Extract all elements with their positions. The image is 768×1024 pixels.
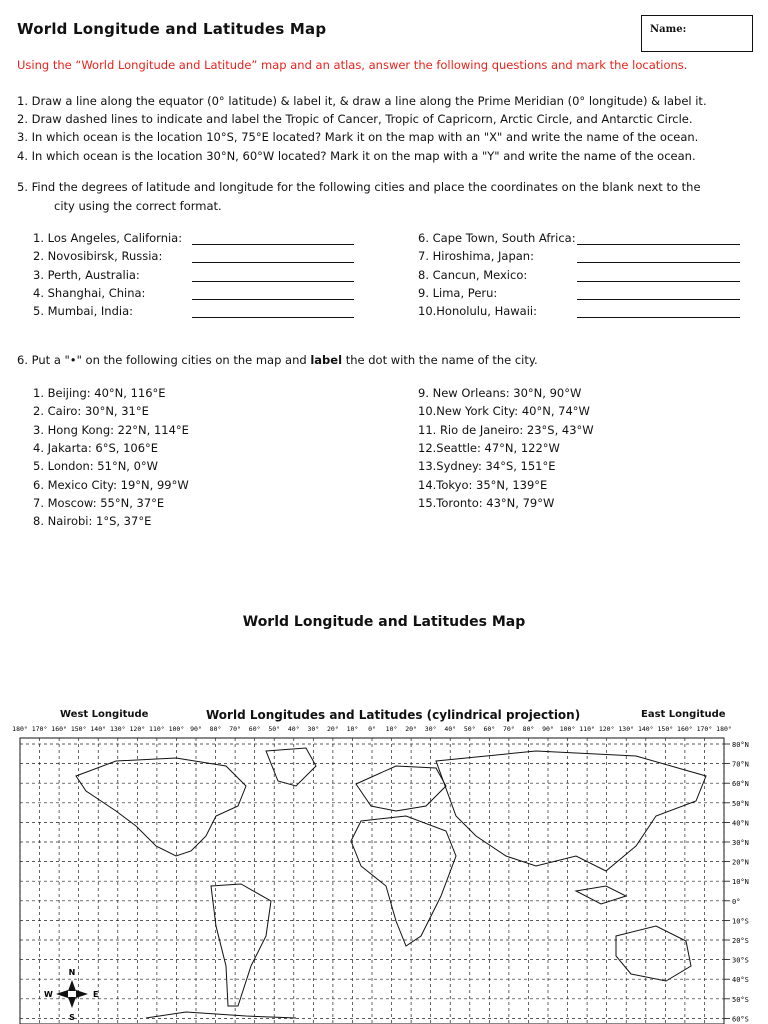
q5-right-answer-blank[interactable]	[577, 281, 740, 282]
q5-left-item: 3. Perth, Australia:	[33, 267, 140, 282]
longitude-tick: 160°	[677, 725, 693, 733]
q5-left-answer-blank[interactable]	[192, 262, 354, 263]
latitude-tick: 20°S	[732, 937, 749, 945]
q5-right-item: 10.Honolulu, Hawaii:	[418, 304, 537, 319]
latitude-tick: 50°S	[732, 995, 749, 1004]
longitude-tick: 170°	[31, 725, 48, 733]
q5-right-item: 7. Hiroshima, Japan:	[418, 249, 534, 264]
q6-left-item: 1. Beijing: 40°N, 116°E	[33, 386, 166, 400]
question-5-cont: city using the correct format.	[54, 199, 222, 213]
longitude-tick: 70°	[503, 725, 515, 733]
question-6	[17, 353, 538, 367]
longitude-tick: 10°	[385, 725, 398, 733]
longitude-tick: 40°	[444, 725, 457, 733]
longitude-tick: 170°	[696, 725, 713, 733]
q6-left-item: 2. Cairo: 30°N, 31°E	[33, 404, 149, 419]
q5-left-item: 1. Los Angeles, California:	[33, 231, 183, 245]
q6-bold: label	[310, 353, 343, 367]
longitude-tick: 40°	[287, 725, 300, 733]
q6-left-item: 7. Moscow: 55°N, 37°E	[33, 495, 165, 510]
east-longitude-label: East Longitude	[641, 709, 726, 720]
q6-left-item: 8. Nairobi: 1°S, 37°E	[33, 514, 152, 529]
q5-right-answer-blank[interactable]	[577, 262, 740, 263]
longitude-tick: 60°	[483, 725, 496, 733]
europe-outline	[356, 766, 446, 811]
q5-left-answer-blank[interactable]	[192, 244, 354, 245]
compass-east-arrow	[76, 990, 88, 998]
longitude-tick: 50°	[463, 725, 476, 733]
longitude-tick: 120°	[598, 725, 615, 733]
longitude-tick: 90°	[542, 725, 554, 733]
south-america-outline	[211, 884, 271, 1006]
q5-left-answer-blank[interactable]	[192, 317, 354, 318]
q5-right-answer-blank[interactable]	[577, 244, 740, 245]
question-1: 1. Draw a line along the equator (0° latitude) & label it, & draw a line along the Prime Meridian (0° longitude) & label it.	[17, 94, 707, 108]
compass-west-arrow	[56, 990, 68, 998]
latitude-tick: 60°S	[732, 1015, 749, 1024]
longitude-tick: 80°	[522, 725, 535, 733]
latitude-tick: 40°N	[732, 819, 749, 828]
indonesia-outline	[576, 886, 626, 904]
longitude-tick: 90°	[190, 725, 202, 733]
q6-suffix: the dot with the name of the city.	[342, 353, 538, 367]
longitude-tick: 30°	[307, 725, 320, 733]
greenland-outline	[266, 748, 316, 786]
latitude-tick: 20°N	[732, 858, 749, 867]
latitude-tick: 10°N	[732, 878, 749, 887]
q5-right-item: 9. Lima, Peru:	[418, 285, 498, 300]
latitude-tick: 80°N	[732, 741, 749, 749]
compass-s: S	[69, 1013, 75, 1022]
longitude-tick: 80°	[209, 725, 222, 733]
q6-right-item: 12.Seattle: 47°N, 122°W	[418, 440, 560, 455]
q6-left-item: 3. Hong Kong: 22°N, 114°E	[33, 422, 189, 437]
longitude-tick: 10°	[346, 725, 359, 733]
compass-north-arrow	[68, 980, 76, 991]
q6-left-item: 4. Jakarta: 6°S, 106°E	[33, 440, 159, 455]
latitude-tick: 70°N	[732, 760, 749, 769]
compass-e: E	[93, 990, 99, 999]
q5-right-answer-blank[interactable]	[577, 299, 740, 300]
q6-left-item: 5. London: 51°N, 0°W	[33, 459, 159, 474]
longitude-tick: 50°	[268, 725, 281, 733]
map-subtitle: World Longitudes and Latitudes (cylindrical projection)	[206, 708, 581, 722]
latitude-tick: 40°S	[732, 976, 749, 985]
question-2: 2. Draw dashed lines to indicate and label the Tropic of Cancer, Tropic of Capricorn, Arctic Circle, and Antarctic Circle.	[17, 112, 693, 126]
map-grid-svg	[12, 706, 756, 1024]
longitude-tick: 100°	[168, 725, 185, 733]
longitude-tick: 180°	[716, 725, 732, 733]
longitude-tick: 60°	[248, 725, 261, 733]
name-label: Name:	[650, 24, 687, 35]
antarctica-edge	[146, 1012, 296, 1018]
question-4: 4. In which ocean is the location 30°N, 60°W located? Mark it on the map with a "Y" and write the name of the ocean.	[17, 149, 696, 163]
longitude-tick: 180°	[12, 725, 28, 733]
longitude-tick: 140°	[90, 725, 107, 733]
q5-right-answer-blank[interactable]	[577, 317, 740, 318]
latitude-tick: 30°S	[732, 956, 749, 965]
longitude-tick: 100°	[559, 725, 576, 733]
latitude-tick: 50°N	[732, 799, 749, 808]
q5-left-item: 4. Shanghai, China:	[33, 285, 146, 300]
compass-south-arrow	[68, 997, 76, 1008]
longitude-tick: 130°	[618, 725, 635, 733]
latitude-tick: 10°S	[732, 917, 749, 926]
longitude-tick: 110°	[579, 725, 595, 733]
question-5: 5. Find the degrees of latitude and longitude for the following cities and place the coordinates on the blank next to the	[17, 180, 701, 194]
q6-left-item: 6. Mexico City: 19°N, 99°W	[33, 477, 189, 492]
q6-right-item: 15.Toronto: 43°N, 79°W	[418, 495, 555, 510]
name-box[interactable]	[641, 15, 753, 52]
q5-right-item: 6. Cape Town, South Africa:	[418, 231, 576, 245]
q6-right-item: 11. Rio de Janeiro: 23°S, 43°W	[418, 422, 594, 437]
longitude-tick: 110°	[149, 725, 165, 733]
instructions: Using the “World Longitude and Latitude” map and an atlas, answer the following questions and mark the locations.	[17, 58, 688, 72]
longitude-tick: 150°	[70, 725, 87, 733]
world-map[interactable]	[12, 706, 756, 1024]
west-longitude-label: West Longitude	[60, 709, 149, 720]
q5-left-answer-blank[interactable]	[192, 299, 354, 300]
compass-n: N	[68, 968, 76, 977]
q5-right-item: 8. Cancun, Mexico:	[418, 267, 528, 282]
latitude-tick: 0°	[732, 897, 741, 906]
longitude-tick: 150°	[657, 725, 674, 733]
q6-right-item: 14.Tokyo: 35°N, 139°E	[418, 477, 548, 492]
map-section-title: World Longitude and Latitudes Map	[242, 614, 526, 630]
q5-left-answer-blank[interactable]	[192, 281, 354, 282]
compass-w: W	[44, 990, 53, 999]
longitude-tick: 20°	[405, 725, 417, 733]
q5-left-item: 5. Mumbai, India:	[33, 304, 133, 319]
longitude-tick: 30°	[424, 725, 437, 733]
longitude-tick: 0°	[368, 725, 376, 733]
latitude-tick: 60°N	[732, 780, 749, 789]
longitude-tick: 20°	[327, 725, 339, 733]
question-3: 3. In which ocean is the location 10°S, 75°E located? Mark it on the map with an "X" and write the name of the ocean.	[17, 130, 699, 144]
q6-right-item: 9. New Orleans: 30°N, 90°W	[418, 386, 582, 400]
q6-right-item: 13.Sydney: 34°S, 151°E	[418, 459, 556, 474]
latitude-tick: 30°N	[732, 839, 749, 847]
q6-right-item: 10.New York City: 40°N, 74°W	[418, 404, 590, 419]
longitude-tick: 130°	[109, 725, 126, 733]
australia-outline	[616, 926, 691, 981]
longitude-tick: 70°	[229, 725, 241, 733]
longitude-tick: 160°	[51, 725, 67, 733]
q5-left-item: 2. Novosibirsk, Russia:	[33, 249, 163, 264]
longitude-tick: 120°	[129, 725, 146, 733]
north-america-outline	[76, 758, 246, 856]
q6-prefix: 6. Put a "•" on the following cities on the map and	[17, 353, 311, 367]
longitude-tick: 140°	[637, 725, 654, 733]
page-title: World Longitude and Latitudes Map	[17, 20, 327, 38]
